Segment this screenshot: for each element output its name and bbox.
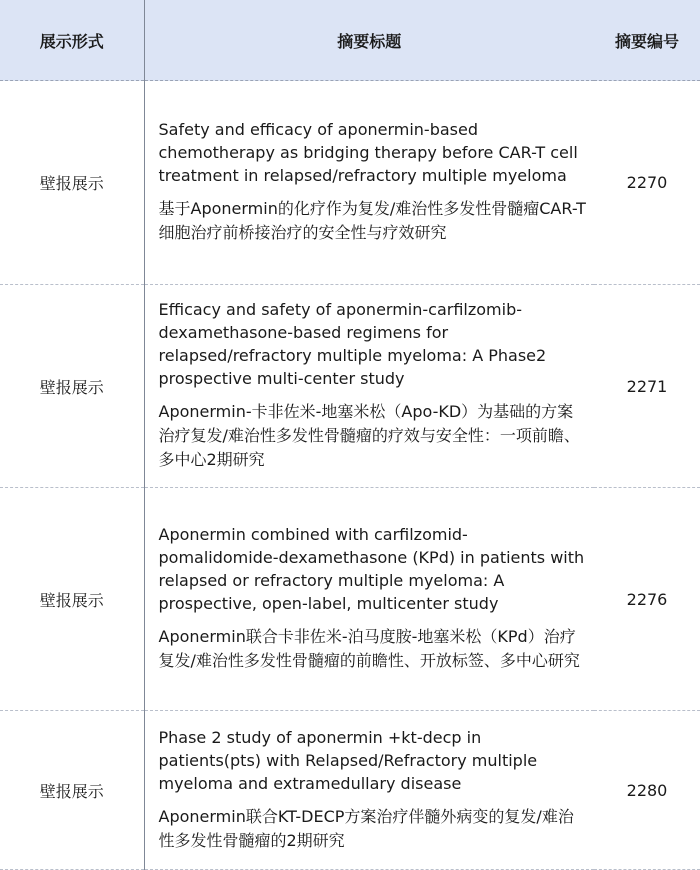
header-number: 摘要编号 — [594, 0, 700, 81]
header-format: 展示形式 — [0, 0, 144, 81]
abstract-titles — [144, 711, 594, 870]
abstract-titles — [144, 488, 594, 711]
title-chinese: Aponermin联合卡非佐米-泊马度胺-地塞米松（KPd）治疗复发/难治性多发性骨髓瘤的前瞻性、开放标签、多中心研究 — [158, 627, 580, 670]
abstract-number: 2276 — [594, 488, 700, 711]
presentation-format: 壁报展示 — [0, 488, 144, 711]
abstract-titles — [144, 285, 594, 488]
table-row — [0, 285, 700, 488]
table-row — [0, 711, 700, 870]
presentation-format: 壁报展示 — [0, 81, 144, 285]
presentation-format: 壁报展示 — [0, 711, 144, 870]
abstract-titles — [144, 81, 594, 285]
abstract-number: 2280 — [594, 711, 700, 870]
title-chinese: Aponermin联合KT-DECP方案治疗伴髓外病变的复发/难治性多发性骨髓瘤的2期研究 — [158, 806, 574, 850]
presentation-format: 壁报展示 — [0, 285, 144, 488]
header-title: 摘要标题 — [144, 0, 594, 81]
table-row — [0, 81, 700, 285]
title-english: Aponermin combined with carfilzomid-pomalidomide-dexamethasone (KPd) in patients with relapsed or refractory multiple myeloma: A prospective, open-label, multicenter study — [158, 525, 585, 613]
title-chinese: Aponermin-卡非佐米-地塞米松（Apo-KD）为基础的方案治疗复发/难治性多发性骨髓瘤的疗效与安全性：一项前瞻、多中心2期研究 — [158, 402, 580, 469]
table-header-row — [0, 0, 700, 81]
table-row — [0, 488, 700, 711]
title-chinese: 基于Aponermin的化疗作为复发/难治性多发性骨髓瘤CAR-T细胞治疗前桥接治疗的安全性与疗效研究 — [158, 199, 586, 242]
abstract-number: 2271 — [594, 285, 700, 488]
title-english: Efficacy and safety of aponermin-carfilzomib-dexamethasone-based regimens for relapsed/refractory multiple myeloma: A Phase2 prospective multi-center study — [158, 300, 547, 388]
title-english: Safety and efficacy of aponermin-based chemotherapy as bridging therapy before CAR-T cell treatment in relapsed/refractory multiple myeloma — [158, 120, 578, 185]
abstract-number: 2270 — [594, 81, 700, 285]
title-english: Phase 2 study of aponermin +kt-decp in patients(pts) with Relapsed/Refractory multiple myeloma and extramedullary disease — [158, 727, 538, 793]
